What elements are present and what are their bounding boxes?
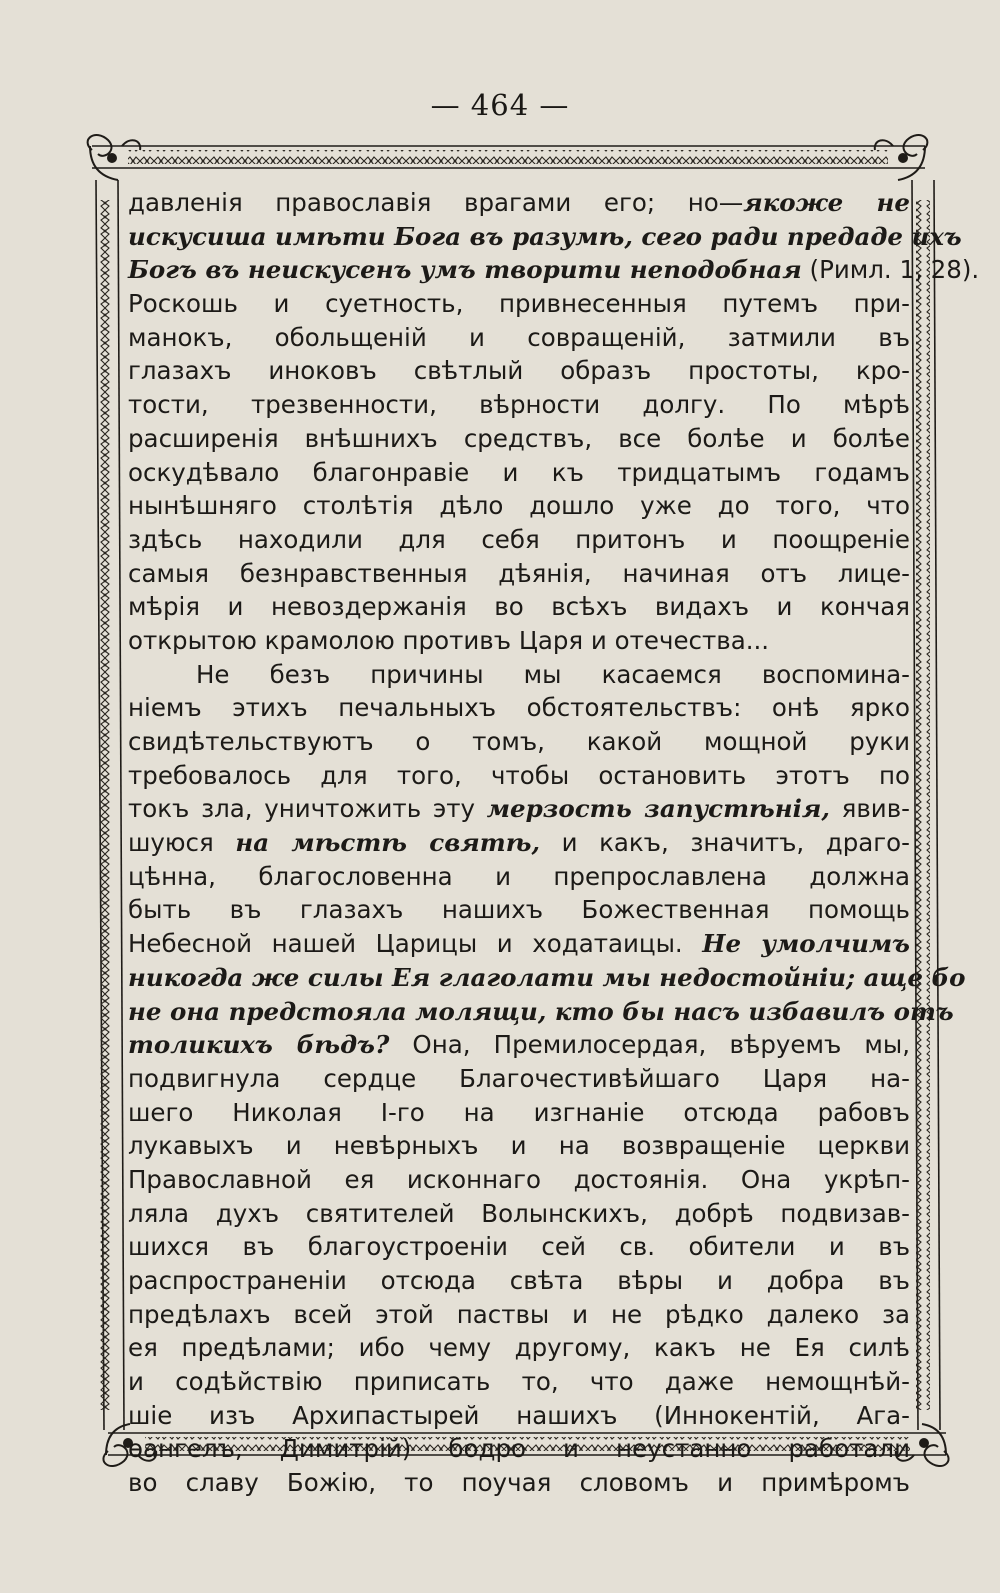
text-segment: давленія православія врагами его; но— [128,188,744,217]
text-line [128,422,910,456]
text-segment: быть въ глазахъ нашихъ Божественная помощь [128,895,910,925]
text-line [128,1129,910,1163]
text-line [128,220,962,254]
text-segment: лукавыхъ и невѣрныхъ и на возвращеніе церкви [128,1131,910,1161]
text-line [128,1298,910,1332]
text-segment: Она, Премилосердая, вѣруемъ мы, [389,1030,910,1060]
text-segment: расширенія внѣшнихъ средствъ, все болѣе и болѣе [128,423,910,453]
text-line [128,1331,910,1365]
text-line [128,456,910,490]
text-segment: во славу Божію, то поучая словомъ и примѣромъ [128,1468,910,1498]
text-segment: ея предѣлами; ибо чему другому, какъ не Ея силѣ [128,1333,910,1363]
left-border [96,180,124,1430]
italic-text-segment: Богъ въ неискусенъ умъ творити неподобная [128,255,802,285]
text-segment: мѣрія и невоздержанія во всѣхъ видахъ и кончая [128,592,910,622]
text-segment: глазахъ иноковъ свѣтлый образъ простоты, кро- [128,356,910,386]
text-segment: шего Николая I-го на изгнаніе отсюда рабовъ [128,1097,910,1127]
text-segment: Небесной нашей Царицы и ходатаицы. [128,929,703,959]
text-segment: Роскошь и суетность, привнесенныя путемъ при- [128,289,910,319]
page-number: — 464 — [430,88,570,122]
italic-text-segment: никогда же силы Ея глаголати мы недостойніи; аще бо [128,962,966,992]
text-line [128,1466,910,1500]
text-segment: токъ зла, уничтожить эту [128,794,487,824]
text-line [128,287,910,321]
text-line [128,1264,910,1298]
text-line [128,624,910,658]
italic-text-segment: искусиша имѣти Бога въ разумѣ, сего ради предаде ихъ [128,221,962,251]
text-line [128,354,910,388]
text-line [128,1365,910,1399]
text-line [128,1028,910,1062]
top-border [92,146,925,168]
text-line [128,691,910,725]
text-line [128,893,910,927]
text-segment: нынѣшняго столѣтія дѣло дошло уже до того, что [128,491,910,521]
text-line [128,1163,910,1197]
text-segment: ляла духъ святителей Волынскихъ, добрѣ подвизав- [128,1198,910,1228]
text-segment: шихся въ благоустроеніи сей св. обители и въ [128,1232,910,1262]
text-segment: Православной ея исконнаго достоянія. Она укрѣп- [128,1164,910,1194]
text-segment: (Римл. 1, 28). [801,255,980,285]
text-line [128,826,910,860]
text-line [128,321,910,355]
italic-text-segment: на мѣстѣ святѣ, [235,828,540,858]
body-text [128,186,980,1500]
text-line [128,557,910,591]
text-line [128,860,910,894]
text-segment: требовалось для того, чтобы остановить этотъ по [128,760,910,790]
italic-text-segment: не она предстояла молящи, кто бы насъ избавилъ отъ [128,996,954,1026]
text-segment: шуюся [128,828,236,858]
text-segment: свидѣтельствуютъ о томъ, какой мощной руки [128,727,910,756]
text-segment: подвигнула сердце Благочестивѣйшаго Царя на- [128,1063,910,1093]
italic-text-segment: толикихъ бѣдъ? [128,1030,390,1060]
text-line [128,658,910,692]
text-segment: распространеніи отсюда свѣта вѣры и добра въ [128,1266,910,1295]
text-line [128,725,910,759]
text-segment: манокъ, обольщеній и совращеній, затмили въ [128,322,910,352]
text-line [128,388,910,422]
text-segment: оскудѣвало благонравіе и къ тридцатымъ годамъ [128,457,910,487]
text-line [128,961,966,995]
text-line [128,590,910,624]
text-segment: тости, трезвенности, вѣрности долгу. По мѣрѣ [128,390,910,420]
text-line [128,186,910,220]
text-line [128,253,980,287]
text-line [128,927,910,961]
text-line [128,1230,910,1264]
right-border [912,180,940,1430]
text-segment: ніемъ этихъ печальныхъ обстоятельствъ: онѣ ярко [128,693,910,723]
text-line [128,1399,910,1433]
text-segment: самыя безнравственныя дѣянія, начиная отъ лице- [128,558,910,588]
text-line [128,1096,910,1130]
text-line [128,1062,910,1096]
text-segment: Не безъ причины мы касаемся воспомина- [196,659,910,689]
text-segment: явив- [829,794,910,824]
text-line [128,759,910,793]
text-line [128,489,910,523]
text-segment: и какъ, значитъ, драго- [539,828,910,858]
italic-text-segment: Не умолчимъ [702,929,910,959]
text-segment: и содѣйствію приписать то, что даже немощнѣй- [128,1367,910,1397]
italic-text-segment: мерзость запустѣнія, [486,794,830,824]
text-line [128,523,910,557]
italic-text-segment: якоже не [743,188,910,217]
text-segment: открытою крамолою противъ Царя и отечества... [128,625,770,655]
text-segment: здѣсь находили для себя притонъ и поощреніе [128,524,910,554]
text-line [128,792,910,826]
text-line [128,1197,910,1231]
text-segment: ѳангелъ, Димитрій) бодро и неустанно работали [128,1434,910,1464]
text-segment: шіе изъ Архипастырей нашихъ (Иннокентій, Ага- [128,1400,910,1430]
text-line [128,995,954,1029]
text-segment: предѣлахъ всей этой паствы и не рѣдко далеко за [128,1299,910,1329]
text-segment: цѣнна, благословенна и препрославлена должна [128,861,910,891]
text-line [128,1432,910,1466]
